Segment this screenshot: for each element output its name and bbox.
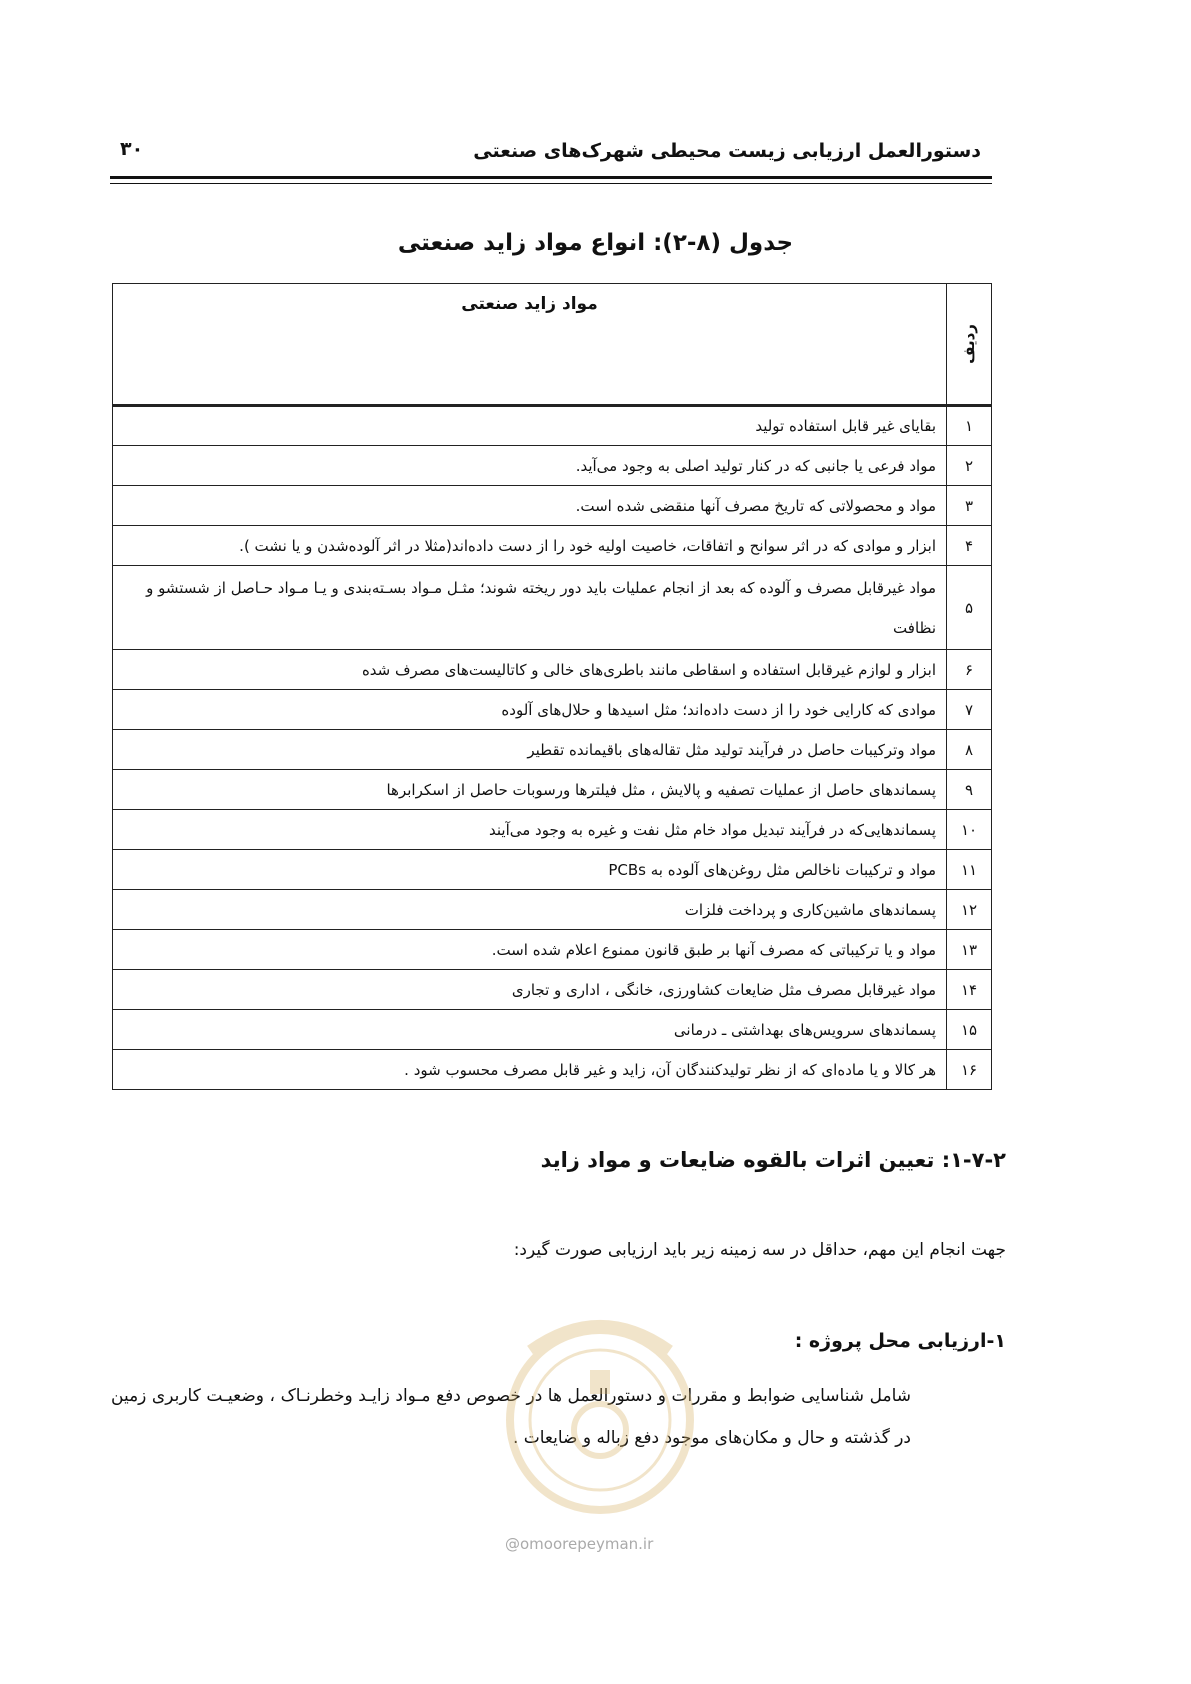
row-index: ۲ (947, 446, 992, 486)
row-text: مواد و ترکیبات ناخالص مثل روغن‌های آلوده به PCBs (113, 850, 947, 890)
row-index: ۸ (947, 730, 992, 770)
table-row (113, 446, 992, 486)
row-text: پسماندهایی‌که در فرآیند تبدیل مواد خام مثل نفت و غیره به وجود می‌آیند (113, 810, 947, 850)
header-rule (110, 176, 992, 179)
row-index: ۴ (947, 526, 992, 566)
table-row (113, 526, 992, 566)
table-row (113, 406, 992, 446)
row-index: ۶ (947, 650, 992, 690)
table-row (113, 486, 992, 526)
row-index: ۹ (947, 770, 992, 810)
row-index: ۱۱ (947, 850, 992, 890)
row-text: مواد غیرقابل مصرف مثل ضایعات کشاورزی، خانگی ، اداری و تجاری (113, 970, 947, 1010)
watermark-seal-icon (490, 1310, 710, 1520)
col-desc-header: مواد زاید صنعتی (113, 284, 947, 406)
row-text: مواد و یا ترکیباتی که مصرف آنها بر طبق قانون ممنوع اعلام شده است. (113, 930, 947, 970)
col-index-header-label: ردیف (960, 324, 978, 364)
table-row (113, 730, 992, 770)
header-rule-thin (110, 183, 992, 184)
table-row (113, 1010, 992, 1050)
row-index: ۱۴ (947, 970, 992, 1010)
table-row (113, 810, 992, 850)
table-row (113, 890, 992, 930)
row-text: مواد وترکیبات حاصل در فرآیند تولید مثل تقاله‌های باقیمانده تقطیر (113, 730, 947, 770)
col-index-header (947, 284, 992, 406)
row-index: ۱۲ (947, 890, 992, 930)
table-caption: جدول (۸-۲): انواع مواد زاید صنعتی (397, 230, 794, 256)
row-text: مواد و محصولاتی که تاریخ مصرف آنها منقضی شده است. (113, 486, 947, 526)
intro-paragraph: جهت انجام این مهم، حداقل در سه زمینه زیر باید ارزیابی صورت گیرد: (513, 1240, 1006, 1260)
body-paragraph: شامل شناسایی ضوابط و مقررات و دستورالعمل ها در خصوص دفع مـواد زایـد وخطرنـاک ، وضعیـت کاربری زمین در گذشته و حال و مکان‌های موجود دفع زباله و ضایعات . (111, 1386, 911, 1448)
table-row (113, 970, 992, 1010)
table-row (113, 930, 992, 970)
waste-table (112, 283, 992, 1090)
row-index: ۳ (947, 486, 992, 526)
table-row (113, 850, 992, 890)
row-text: پسماندهای حاصل از عملیات تصفیه و پالایش ، مثل فیلترها ورسوبات حاصل از اسکرابرها (113, 770, 947, 810)
row-index: ۱۶ (947, 1050, 992, 1090)
table-row (113, 566, 992, 650)
row-index: ۱۳ (947, 930, 992, 970)
row-text: موادی که کارایی خود را از دست داده‌اند؛ مثل اسیدها و حلال‌های آلوده (113, 690, 947, 730)
watermark-url: @omoorepeyman.ir (505, 1535, 654, 1553)
table-row (113, 650, 992, 690)
row-index: ۱۰ (947, 810, 992, 850)
row-text: پسماندهای سرویس‌های بهداشتی ـ درمانی (113, 1010, 947, 1050)
row-index: ۱ (947, 406, 992, 446)
row-index: ۵ (947, 566, 992, 650)
header-title: دستورالعمل ارزیابی زیست محیطی شهرک‌های صنعتی (473, 140, 981, 162)
row-text: مواد فرعی یا جانبی که در کنار تولید اصلی به وجود می‌آید. (113, 446, 947, 486)
page-number: ۳۰ (120, 138, 144, 160)
table-row (113, 690, 992, 730)
row-text: هر کالا و یا ماده‌ای که از نظر تولیدکنندگان آن، زاید و غیر قابل مصرف محسوب شود . (113, 1050, 947, 1090)
row-index: ۱۵ (947, 1010, 992, 1050)
row-text: پسماندهای ماشین‌کاری و پرداخت فلزات (113, 890, 947, 930)
section-heading: ۱-۷-۲: تعیین اثرات بالقوه ضایعات و مواد زاید (540, 1148, 1006, 1172)
row-text: ابزار و موادی که در اثر سوانح و اتفاقات، خاصیت اولیه خود را از دست داده‌اند(مثلا در اثر آلوده‌شدن و یا نشت ). (113, 526, 947, 566)
row-text: ابزار و لوازم غیرقابل استفاده و اسقاطی مانند باطری‌های خالی و کاتالیست‌های مصرف شده (113, 650, 947, 690)
row-index: ۷ (947, 690, 992, 730)
row-text: مواد غیرقابل مصرف و آلوده که بعد از انجام عملیات باید دور ریخته شوند؛ مثـل مـواد بسـته‌بندی و یـا مـواد حـاصل از شستشو و نظافت (113, 566, 947, 650)
row-text: بقایای غیر قابل استفاده تولید (113, 406, 947, 446)
subheading: ۱-ارزیابی محل پروژه : (794, 1330, 1006, 1352)
table-row (113, 1050, 992, 1090)
table-row (113, 770, 992, 810)
